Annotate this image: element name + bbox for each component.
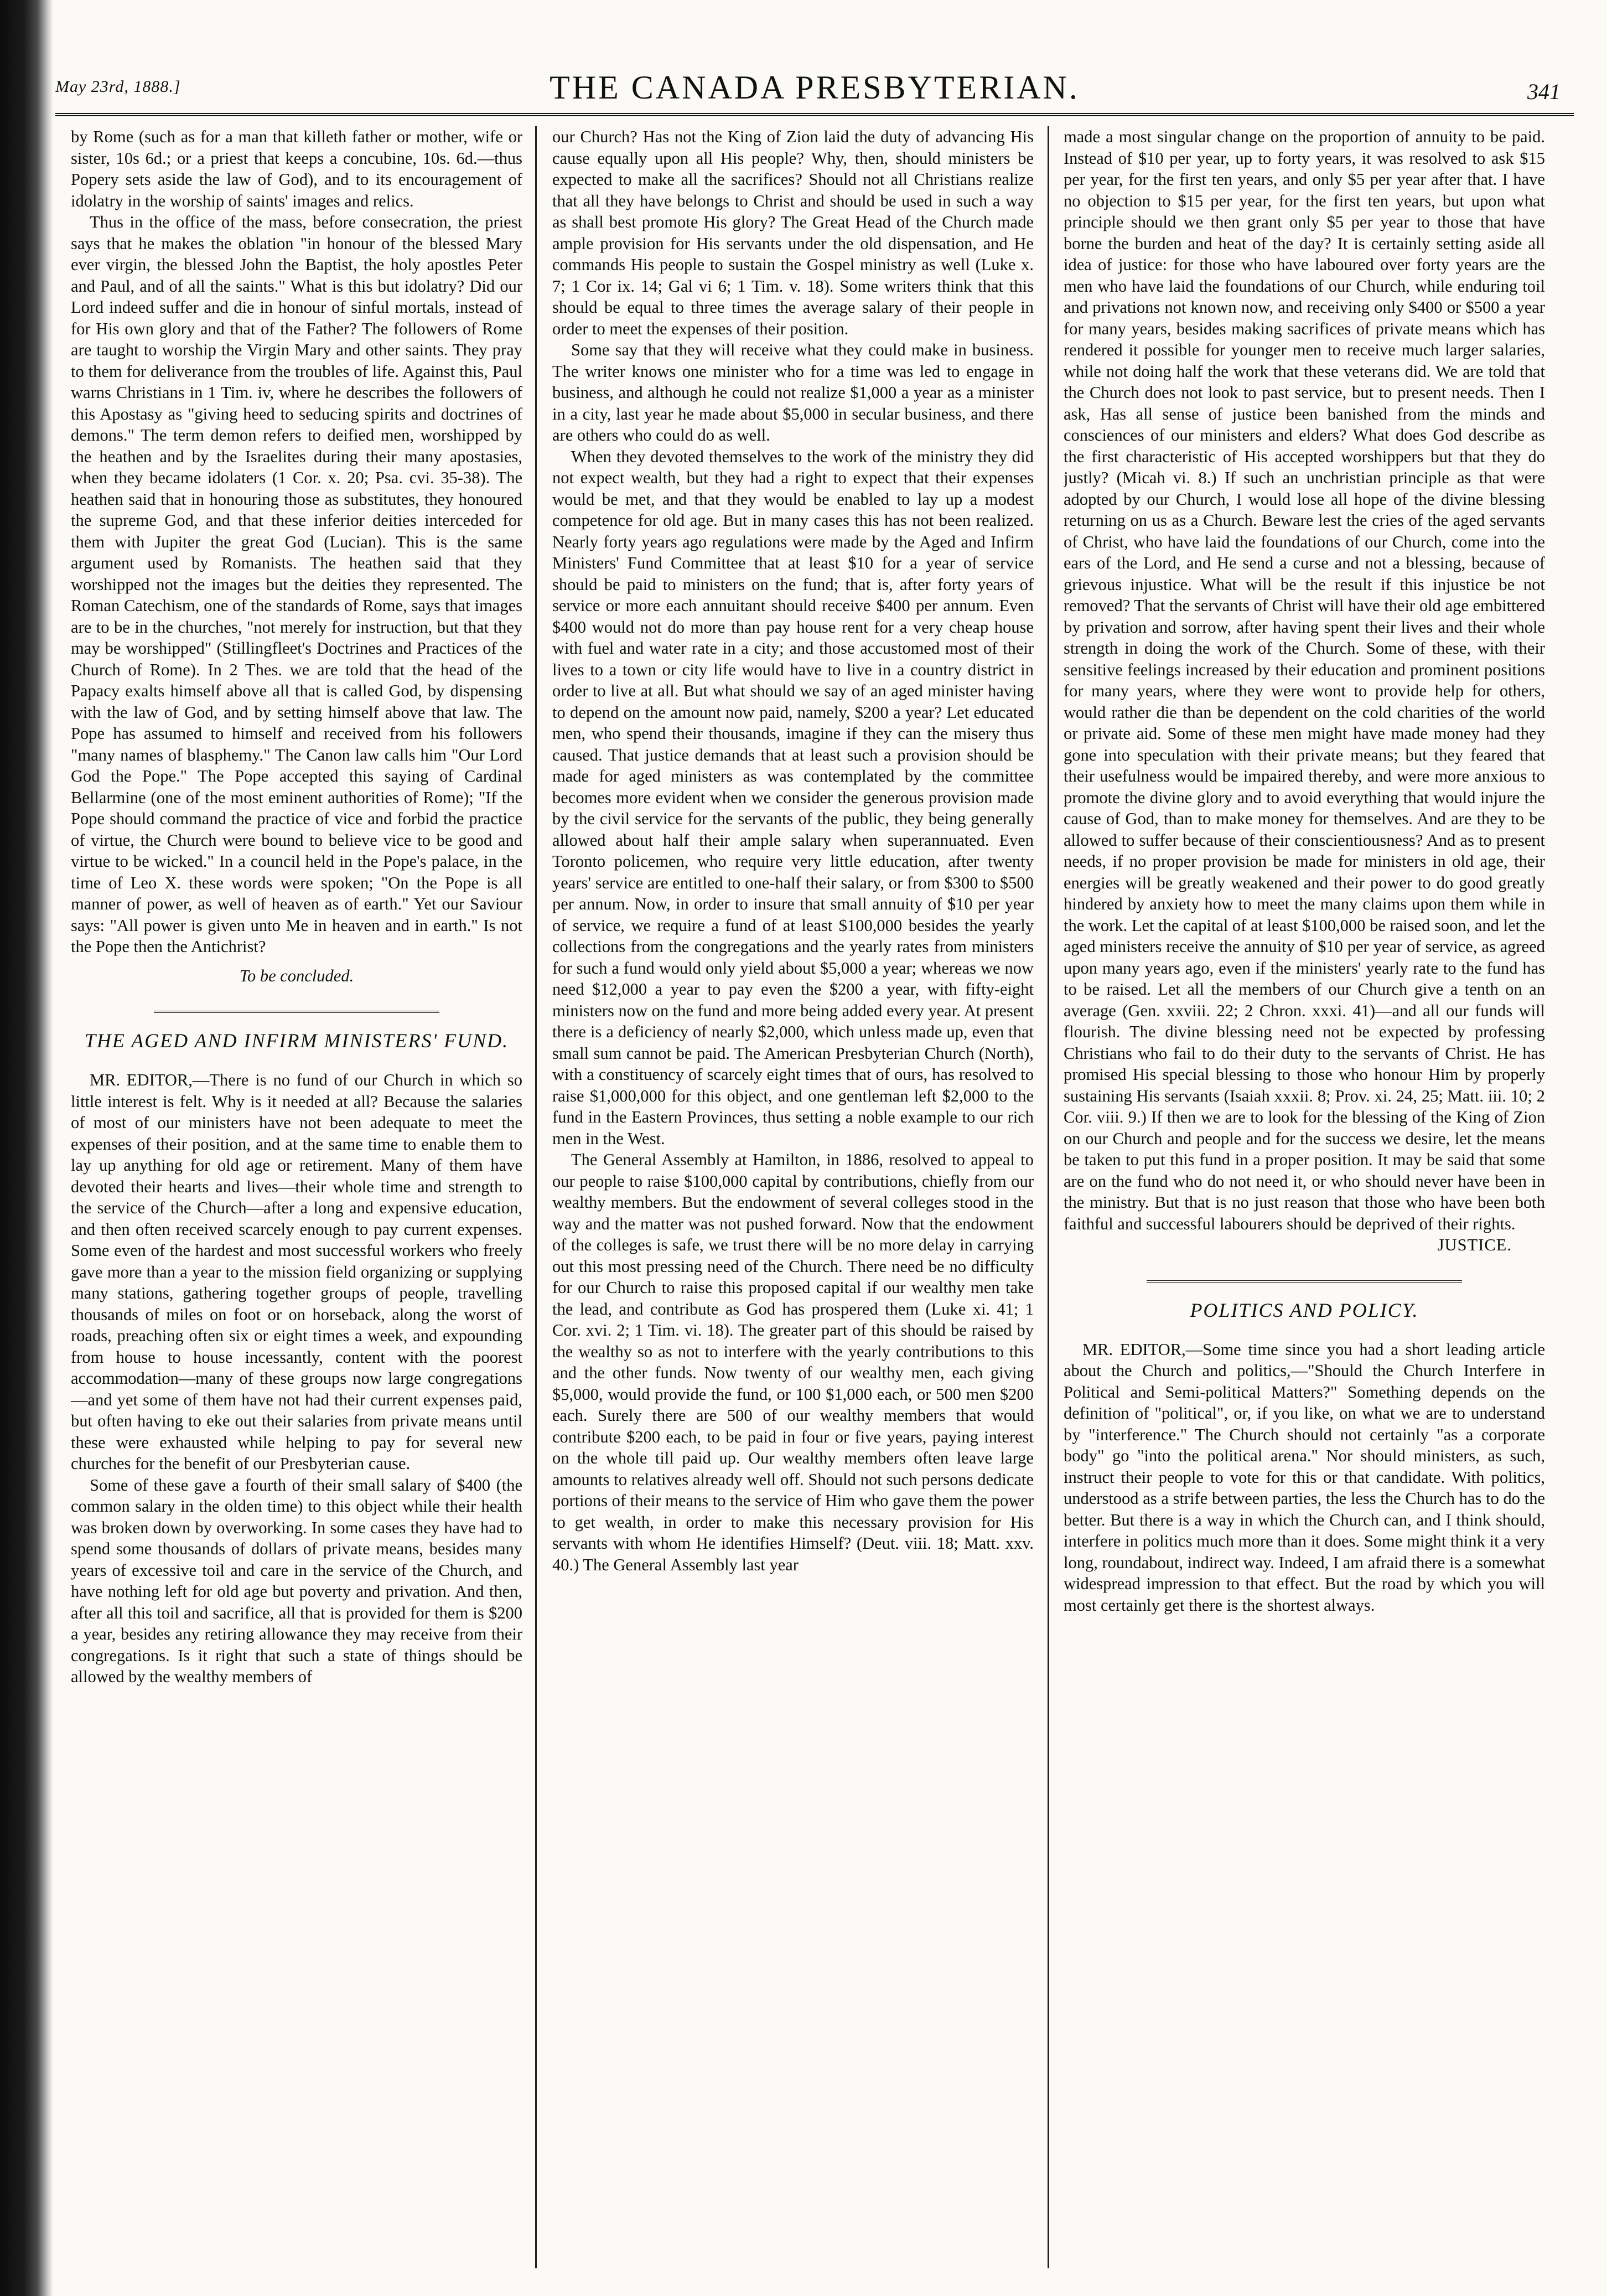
paragraph: Thus in the office of the mass, before consecration, the priest says that he makes the oblation "in honour of the blessed Mary ever virgin, the blessed John the Baptist, the holy apostles Peter and Paul, and of all the saints." What is this but idolatry? Did our Lord indeed suffer and die in honour of sinful mortals, instead of for His own glory and that of the Father? The followers of Rome are taught to worship the Virgin Mary and other saints. They pray to them for deliverance from the troubles of life. Against this, Paul warns Christians in 1 Tim. iv, where he describes the followers of this Apostasy as "giving heed to seducing spirits and doctrines of demons." The term demon refers to deified men, worshipped by the heathen and by the Israelites during their many apostasies, when they became idolaters (1 Cor. x. 20; Psa. cvi. 35-38). The heathen said that in honouring those as substitutes, they honoured the supreme God, and that these inferior deities interceded for them with Jupiter the great God (Lucian). This is the same argument used by Romanists. The heathen said that they worshipped not the images but the deities they represented. The Roman Catechism, one of the standards of Rome, says that images are to be in the churches, "not merely for instruction, but that they may be worshipped" (Stillingfleet's Doctrines and Practices of the Church of Rome). In 2 Thes. we are told that the head of the Papacy exalts himself above all that is called God, by dispensing with the law of God, and by setting himself above that law. The Pope has assumed to himself and received from his followers "many names of blasphemy." The Canon law calls him "Our Lord God the Pope." The Pope accepted this saying of Cardinal Bellarmine (one of the most eminent authorities of Rome); "If the Pope should command the practice of vice and forbid the practice of virtue, the Church were bound to believe vice to be good and virtue to be wicked." In a council held in the Pope's palace, in the time of Leo X. these words were spoken; "On the Pope is all manner of power, as well of heaven as of earth." Yet our Saviour says: "All power is given unto Me in heaven and in earth." Is not the Pope then the Antichrist?: [71, 213, 522, 956]
paragraph: When they devoted themselves to the work of the ministry they did not expect wealth, but they had a right to expect that their expenses would be met, and that they would be enabled to lay up a modest competence for old age. But in many cases this has not been realized. Nearly forty years ago regulations were made by the Aged and Infirm Ministers' Fund Committee that at least $10 for a year of service should be paid to ministers on the fund; that is, after forty years of service or more each annuitant should receive $400 per annum. Even $400 would not do more than pay house rent for a very cheap house with fuel and water rate in a city; and those accustomed most of their lives to a town or city life would have to live in a country district in order to live at all. But what should we say of an aged minister having to depend on the amount now paid, namely, $200 a year? Let educated men, who spend their thousands, imagine if they can the misery thus caused. That justice demands that at least such a provision should be made for aged ministers as was contemplated by the committee becomes more evident when we consider the generous provision made by the civil service for the servants of the public, they being generally allowed about half their ample salary when superannuated. Even Toronto policemen, who require very little education, after twenty years' service are entitled to one-half their salary, or from $300 to $500 per annum. Now, in order to insure that small annuity of $10 per year of service, we require a fund of at least $100,000 besides the yearly collections from the congregations and the yearly rates from ministers for such a fund would only yield about $5,000 a year; whereas we now need $12,000 a year to pay even the $200 a year, with fifty-eight ministers now on the fund and more being added every year. At present there is a deficiency of nearly $2,000, which unless made up, even that small sum cannot be paid. The American Presbyterian Church (North), with a constituency of scarcely eight times that of ours, has resolved to raise $1,000,000 for this object, and one gentleman left $2,000 to the fund in the Eastern Provinces, thus setting a noble example to our rich men in the West.: [552, 447, 1034, 1148]
paragraph: by Rome (such as for a man that killeth father or mother, wife or sister, 10s 6d.; or a priest that keeps a concubine, 10s. 6d.—thus Popery sets aside the law of God), and to its encouragement of idolatry in the worship of saints' images and relics.: [71, 127, 522, 210]
paragraph: MR. EDITOR,—There is no fund of our Church in which so little interest is felt. Why is it needed at all? Because the salaries of most of our ministers have not been adequate to meet the expenses of their position, and at the same time to enable them to lay up anything for old age or retirement. Many of them have devoted their hearts and lives—their whole time and strength to the service of the Church—after a long and expensive education, and then often received scarcely enough to pay current expenses. Some even of the hardest and most successful workers who freely gave more than a year to the mission field organizing or supplying many stations, gathering together groups of people, travelling thousands of miles on foot or on horseback, along the worst of roads, preaching often six or eight times a week, and expounding from house to house incessantly, content with the poorest accommodation—many of these groups now large congregations—and yet some of them have not had their current expenses paid, but often having to eke out their salaries from private means until these were exhausted while helping to pay for several new churches for the benefit of our Presbyterian cause.: [71, 1071, 522, 1473]
paragraph: Some say that they will receive what they could make in business. The writer knows one minister who for a time was led to engage in business, and although he could not realize $1,000 a year as a minister in a city, last year he made about $5,000 in secular business, and there are others who could do as well.: [552, 340, 1034, 444]
masthead: [55, 65, 1574, 116]
to-be-concluded-note: To be concluded.: [239, 966, 354, 985]
column-2: [552, 126, 1034, 2268]
issue-date: May 23rd, 1888.]: [55, 77, 181, 96]
column-rule: [535, 126, 537, 2268]
article-title-aged-infirm-fund: THE AGED AND INFIRM MINISTERS' FUND.: [84, 1030, 509, 1052]
paragraph: our Church? Has not the King of Zion laid the duty of advancing His cause equally upon all His people? Why, then, should ministers be expected to make all the sacrifices? Should not all Christians realize that all they have belongs to Christ and should be used in such a way as shall best promote His glory? The Great Head of the Church made ample provision for His servants under the old dispensation, and He commands His people to sustain the Gospel ministry as well (Luke x. 7; 1 Cor ix. 14; Gal vi 6; 1 Tim. v. 18). Some writers think that this should be equal to three times the average salary of their people in order to meet the expenses of their position.: [552, 127, 1034, 338]
page-number: 341: [1527, 79, 1561, 104]
publication-title: THE CANADA PRESBYTERIAN.: [550, 69, 1080, 106]
column-3: [1064, 126, 1545, 2268]
binding-shadow: [0, 0, 53, 2296]
article-title-politics-policy: POLITICS AND POLICY.: [1190, 1299, 1419, 1321]
paragraph: made a most singular change on the proportion of annuity to be paid. Instead of $10 per year, up to forty years, it was resolved to ask $15 per year, for the first ten years, and only $5 per year after that. I have no objection to $15 per year, for the first ten years, but upon what principle should we then grant only $5 per year to those that have borne the burden and heat of the day? It is certainly setting aside all idea of justice: for those who have laboured over forty years are the men who have laid the foundations of our Church, while enduring toil and privations not known now, and receiving only $400 or $500 a year for many years, besides making sacrifices of private means which has rendered it possible for younger men to receive much larger salaries, while not doing half the work that these veterans did. We are told that the Church does not look to past service, but to present needs. Then I ask, Has all sense of justice been banished from the minds and consciences of our ministers and elders? What does God describe as the first characteristic of His accepted worshippers but that they do justly? (Micah vi. 8.) If such an unchristian principle as that were adopted by our Church, I would lose all hope of the divine blessing returning on us as a Church. Beware lest the cries of the aged servants of Christ, who have laid the foundations of our Church, come into the ears of the Lord, and He send a curse and not a blessing, because of grievous injustice. What will be the result if this injustice be not removed? That the servants of Christ will have their old age embittered by privation and sorrow, after having spent their lives and their whole strength in doing the work of the Church. Some of these, with their sensitive feelings increased by their education and prominent positions for many years, where they were wont to provide help for others, would rather die than be dependent on the cold charities of the world or private aid. Some of these men might have made money had they gone into speculation with their private means; but they feared that their usefulness would be impaired thereby, and were more anxious to promote the divine glory and to avoid everything that would injure the cause of God, than to make money for themselves. And are they to be allowed to suffer because of their conscientiousness? And as to present needs, if no proper provision be made for ministers in old age, their energies will be greatly weakened and their power to do good greatly hindered by anxiety how to meet the many claims upon them while in the work. Let the capital of at least $100,000 be raised soon, and let the aged ministers receive the annuity of $10 per year of service, as agreed upon many years ago, even if the ministers' yearly rate to the fund has to be raised. Let all the members of our Church give a tenth on an average (Gen. xxviii. 22; 2 Chron. xxxi. 41)—and all our funds will flourish. The divine blessing need not be expected by professing Christians who fail to do their duty to the servants of Christ. He has promised His special blessing to those who honour Him by properly sustaining His servants (Isaiah xxxii. 8; Prov. xi. 24, 25; Matt. iii. 10; 2 Cor. viii. 9.) If then we are to look for the blessing of the King of Zion on our Church and people and for the success we desire, let the means be taken to put this fund in a proper position. It may be said that some are on the fund who do not need it, or who should never have been in the ministry. But that is no just reason that those who have been both faithful and successful labourers should be deprived of their rights.: [1064, 127, 1545, 1233]
column-rule: [1048, 126, 1049, 2268]
signature: JUSTICE.: [1437, 1235, 1512, 1254]
article-separator: [1147, 1280, 1462, 1283]
column-1: [71, 126, 522, 2268]
article-separator: [154, 1011, 439, 1013]
paragraph: MR. EDITOR,—Some time since you had a short leading article about the Church and politics,—"Should the Church Interfere in Political and Semi-political Matters?" Something depends on the definition of "political", or, if you like, on what we are to understand by "interference." The Church should not certainly "as a corporate body" go "into the political arena." Nor should ministers, as such, instruct their people to vote for this or that candidate. With politics, understood as a strife between parties, the less the Church has to do the better. But there is a way in which the Church can, and I think should, interfere in politics much more than it does. Some might think it a very long, roundabout, indirect way. Indeed, I am afraid there is a somewhat widespread impression to that effect. But the road by which you will most certainly get there is the shortest always.: [1064, 1340, 1545, 1615]
paragraph: The General Assembly at Hamilton, in 1886, resolved to appeal to our people to raise $100,000 capital by contributions, chiefly from our wealthy members. But the endowment of several colleges stood in the way and the matter was not pushed forward. Now that the endowment of the colleges is safe, we trust there will be no more delay in carrying out this most pressing need of the Church. There need be no difficulty for our Church to raise this proposed capital if our wealthy men take the lead, and contribute as God has prospered them (Luke xi. 41; 1 Cor. xvi. 2; 1 Tim. vi. 18). The greater part of this should be raised by the wealthy so as not to interfere with the yearly contributions to this and the other funds. Now twenty of our wealthy men, each giving $5,000, would provide the fund, or 100 $1,000 each, or 500 men $200 each. Surely there are 500 of our wealthy members that would contribute $200 each, to be paid in four or five years, paying interest on the whole till paid up. Our wealthy members often leave large amounts to relatives already well off. Should not such persons dedicate portions of their means to the service of Him who gave them the power to get wealth, in order to make this necessary provision for His servants with whom He identifies Himself? (Deut. viii. 18; Matt. xxv. 40.) The General Assembly last year: [552, 1150, 1034, 1574]
paragraph: Some of these gave a fourth of their small salary of $400 (the common salary in the olden time) to this object while their health was broken down by overworking. In some cases they have had to spend some thousands of dollars of private means, besides many years of excessive toil and care in the service of the Church, and have nothing left for old age but poverty and privation. And then, after all this toil and sacrifice, all that is provided for them is $200 a year, besides any retiring allowance they may receive from their congregations. Is it right that such a state of things should be allowed by the wealthy members of: [71, 1475, 522, 1686]
